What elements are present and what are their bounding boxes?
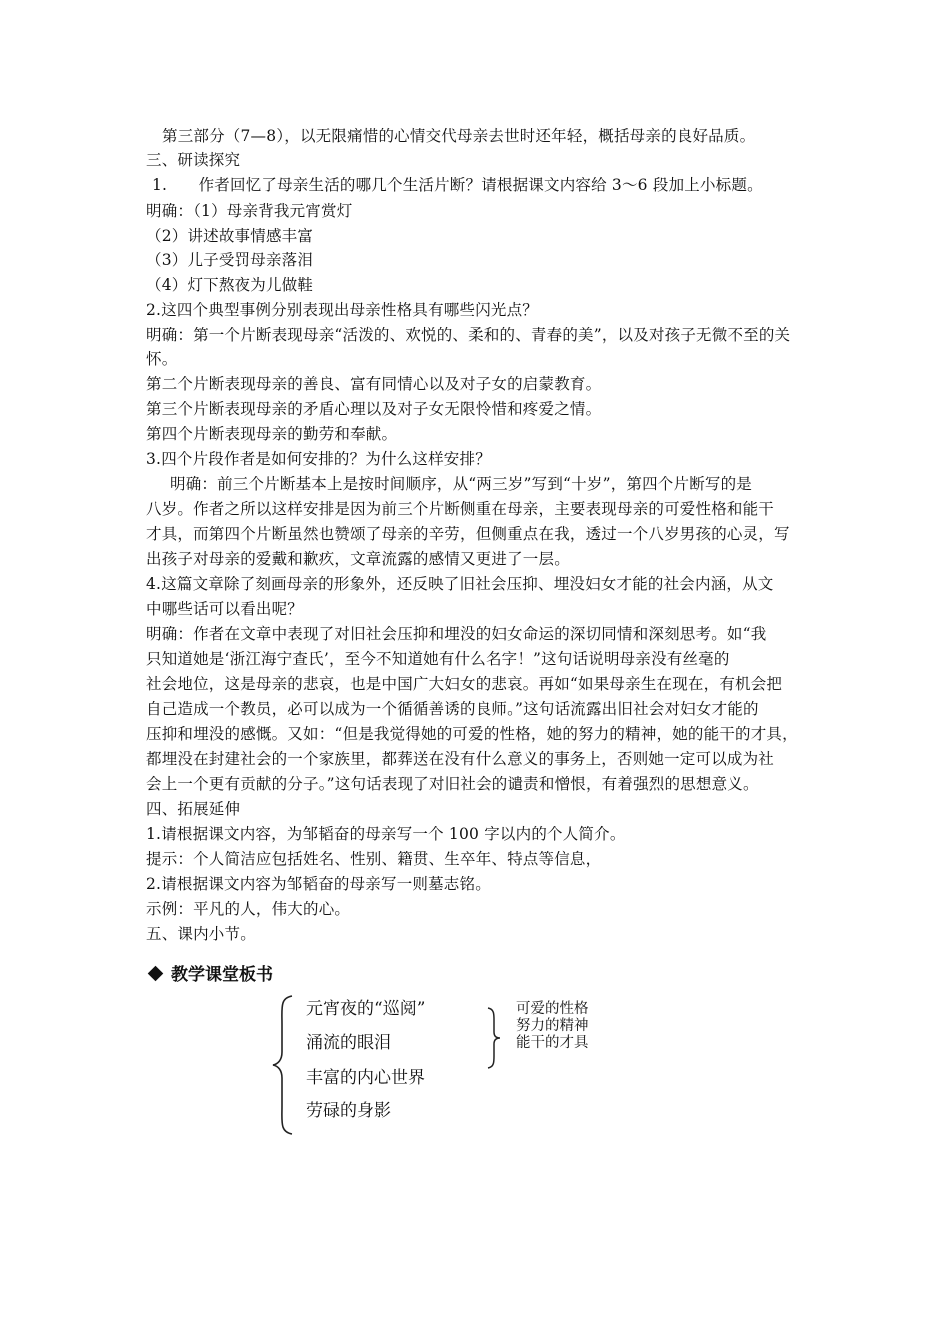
trait-item: 可爱的性格 <box>516 1001 589 1017</box>
answer-line: 压抑和埋没的感慨。又如：“但是我觉得她的可爱的性格，她的努力的精神，她的能干的才具， <box>146 725 798 743</box>
task-2: 2.请根据课文内容为邹韬奋的母亲写一则墓志铭。 <box>146 875 491 893</box>
board-item: 劳碌的身影 <box>306 1101 391 1121</box>
answer-line: （2）讲述故事情感丰富 <box>146 227 314 245</box>
answer-line: 第四个片断表现母亲的勤劳和奉献。 <box>146 425 398 443</box>
heading-research: 三、研读探究 <box>146 151 241 169</box>
section-blackboard-heading <box>146 960 273 985</box>
answer-line: 八岁。作者之所以这样安排是因为前三个片断侧重在母亲，主要表现母亲的可爱性格和能干 <box>146 500 775 518</box>
answer-line: （3）儿子受罚母亲落泪 <box>146 251 314 269</box>
answer-line: 明确：前三个片断基本上是按时间顺序，从“两三岁”写到“十岁”，第四个片断写的是 <box>170 475 752 493</box>
board-item: 丰富的内心世界 <box>306 1068 425 1088</box>
answer-line: （4）灯下熬夜为儿做鞋 <box>146 276 314 294</box>
example-line: 示例：平凡的人，伟大的心。 <box>146 900 351 918</box>
board-item: 涌流的眼泪 <box>306 1033 391 1053</box>
question-1: 1. 作者回忆了母亲生活的哪几个生活片断？请根据课文内容给 3～6 段加上小标题。 <box>152 176 763 194</box>
answer-line: 第三个片断表现母亲的矛盾心理以及对子女无限怜惜和疼爱之情。 <box>146 400 602 418</box>
board-item: 元宵夜的“巡阅” <box>306 999 426 1019</box>
trait-item: 能干的才具 <box>516 1035 589 1051</box>
answer-line: 明确：第一个片断表现母亲“活泼的、欢悦的、柔和的、青春的美”，以及对孩子无微不至的关 <box>146 326 791 344</box>
answer-line: 都埋没在封建社会的一个家族里，都葬送在没有什么意义的事务上，否则她一定可以成为社 <box>146 750 775 768</box>
answer-line: 才具，而第四个片断虽然也赞颂了母亲的辛劳，但侧重点在我，透过一个八岁男孩的心灵，写 <box>146 525 790 543</box>
answer-line: 第二个片断表现母亲的善良、富有同情心以及对子女的启蒙教育。 <box>146 375 602 393</box>
section-title: 教学课堂板书 <box>171 965 273 985</box>
answer-line: 怀。 <box>146 350 178 368</box>
heading-extension: 四、拓展延伸 <box>146 800 241 818</box>
answer-line: 会上一个更有贡献的分子。”这句话表现了对旧社会的谴责和憎恨，有着强烈的思想意义。 <box>146 775 759 793</box>
question-4-cont: 中哪些话可以看出呢？ <box>146 600 304 618</box>
heading-summary: 五、课内小节。 <box>146 925 256 943</box>
answer-line: 明确：（1）母亲背我元宵赏灯 <box>146 202 353 220</box>
answer-line: 只知道她是‘浙江海宁查氏’，至今不知道她有什么名字！”这句话说明母亲没有丝毫的 <box>146 650 730 668</box>
trait-item: 努力的精神 <box>516 1018 589 1034</box>
answer-line: 明确：作者在文章中表现了对旧社会压抑和埋没的妇女命运的深切同情和深刻思考。如“我 <box>146 625 767 643</box>
answer-line: 社会地位，这是母亲的悲哀，也是中国广大妇女的悲哀。再如“如果母亲生在现在，有机会把 <box>146 675 783 693</box>
answer-line: 自己造成一个教员，必可以成为一个循循善诱的良师。”这句话流露出旧社会对妇女才能的 <box>146 700 759 718</box>
question-4: 4.这篇文章除了刻画母亲的形象外，还反映了旧社会压抑、埋没妇女才能的社会内涵，从文 <box>146 575 774 593</box>
task-1: 1.请根据课文内容，为邹韬奋的母亲写一个 100 字以内的个人简介。 <box>146 825 626 843</box>
right-brace-icon <box>486 1006 504 1070</box>
diamond-bullet-icon <box>148 966 164 982</box>
answer-line: 出孩子对母亲的爱戴和歉疚，文章流露的感情又更进了一层。 <box>146 550 570 568</box>
left-brace-icon <box>270 994 296 1136</box>
question-3: 3.四个片段作者是如何安排的？为什么这样安排？ <box>146 450 491 468</box>
question-2: 2.这四个典型事例分别表现出母亲性格具有哪些闪光点？ <box>146 301 538 319</box>
hint-line: 提示：个人简洁应包括姓名、性别、籍贯、生卒年、特点等信息， <box>146 850 602 868</box>
text-line: 第三部分（7—8），以无限痛惜的心情交代母亲去世时还年轻，概括母亲的良好品质。 <box>162 127 756 145</box>
